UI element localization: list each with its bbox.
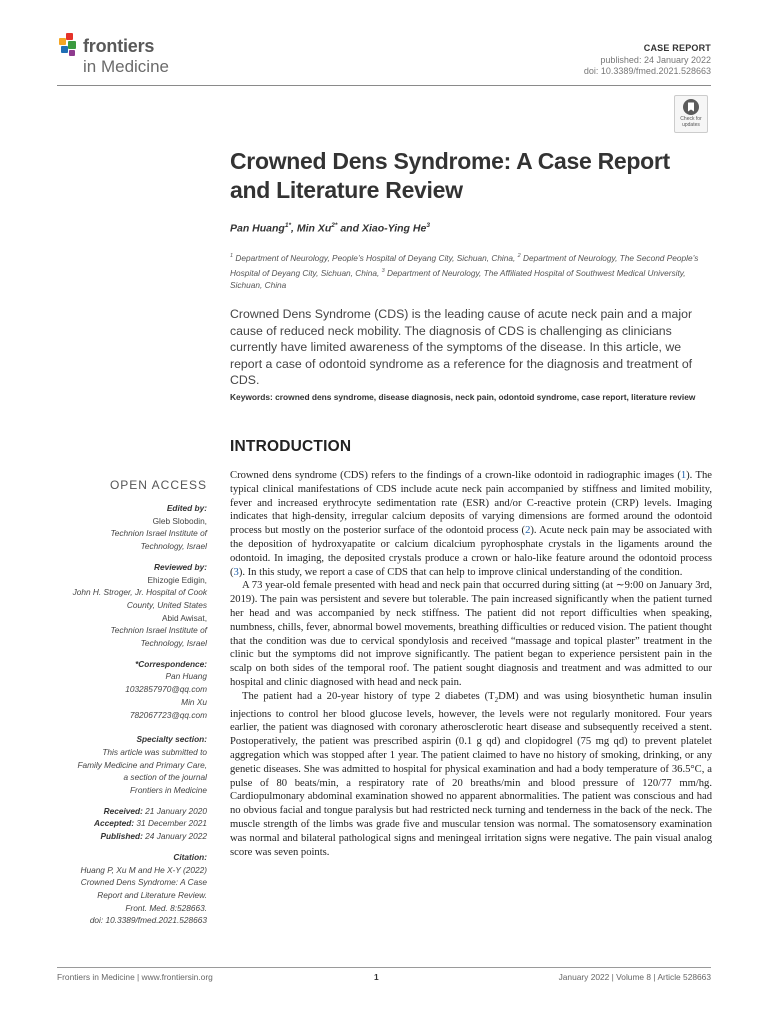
- citation-label: Citation:: [173, 851, 207, 862]
- published-date: published: 24 January 2022: [600, 54, 711, 65]
- published-date-sidebar: 24 January 2022: [142, 831, 207, 842]
- affiliation-number: 3: [381, 267, 385, 274]
- body-text-run: ). In this study, we report a case of CDS that can help to improve clinical understanding of the condition.: [238, 566, 683, 578]
- editor-affiliation: Technology, Israel: [140, 541, 207, 552]
- affiliation-text: Department of Neurology, People’s Hospital of Deyang City, Sichuan, China,: [233, 252, 518, 263]
- author-separator: and: [337, 222, 362, 235]
- author-superscript: 2*: [331, 222, 338, 229]
- correspondent-name: Pan Huang: [165, 671, 207, 682]
- body-text-run: ). The typical clinical manifestations of CDS include acute neck pain accompanied by stiffness and limited mobility, fever and increased erythrocyte sedimentation rate (ESR) and/or C-reactive protein (CRP) levels. Imaging indicates that high-density, irregular calcium deposits of varying dimensions are formed around the odontoid process but mostly on the posterior surface of the odontoid process (: [230, 470, 712, 537]
- correspondent-email[interactable]: 782067723@qq.com: [129, 709, 207, 720]
- specialty-text: Family Medicine and Primary Care,: [77, 759, 207, 770]
- citation-text: Report and Literature Review.: [97, 889, 207, 900]
- citation-text: Front. Med. 8:528663.: [125, 902, 207, 913]
- affiliation-number: 1: [230, 253, 234, 259]
- correspondent-email[interactable]: 1032857970@qq.com: [125, 684, 207, 695]
- specialty-text: Frontiers in Medicine: [129, 785, 207, 796]
- specialty-text: This article was submitted to: [102, 746, 207, 757]
- author-name[interactable]: Min Xu: [296, 222, 332, 235]
- logo-word-frontiers: frontiers: [83, 36, 155, 56]
- reference-link[interactable]: 2: [525, 525, 531, 537]
- article-sidebar: [57, 478, 207, 927]
- accepted-label: Accepted:: [94, 818, 135, 829]
- footer-issue-info: January 2022 | Volume 8 | Article 528663: [558, 972, 711, 982]
- article-body: [230, 469, 712, 859]
- specialty-text: a section of the journal: [123, 772, 207, 783]
- reviewer-affiliation: Technology, Israel: [140, 638, 207, 649]
- body-text-run: DM) and was using biosynthetic human insulin injections to control her blood glucose levels, however, the levels were not regularly monitored. Four years earlier, the patient was diagnosed with coronary atherosclerotic heart disease and subsequently received a stent. Postoperatively, the patient was prescribed aspirin (0.1 g qd) and clopidogrel (75 mg qd) to prevent platelet aggregation which was stopped after 1 year. The patient claimed to have no history of smoking, drinking, or any genetic diseases. She was admitted to hospital for physical examination and had a body temperature of 36.5°C, a pulse of 80 beats/min, a respiratory rate of 20 breaths/min and blood pressure of 120/77 mm/hg. Cardiopulmonary abdominal examination showed no apparent abnormalities. The patient was conscious and had no obvious facial and tongue paralysis but had restricted neck turning and tenderness in the back of the neck. The muscle strength of the limbs was grade five and muscular tension was normal. The somatosensory examination was normal and bilateral pathological signs and meningeal irritation signs were negative. The pain visual analog score was seven points.: [230, 690, 712, 858]
- check-updates-label: Check for updates: [680, 116, 702, 128]
- affiliation-number: 2: [517, 253, 521, 259]
- published-label: Published:: [100, 831, 143, 842]
- abstract: Crowned Dens Syndrome (CDS) is the leading cause of acute neck pain and a major cause of reduced neck mobility. The diagnosis of CDS is challenging as clinicians currently have limited awareness of the symptoms of the disease. In this article, we report a case of odontoid syndrome as a reference for the diagnosis and treatment of CDS.: [230, 307, 693, 388]
- footer-divider: [57, 967, 711, 968]
- article-meta: [451, 43, 711, 78]
- header-divider: [57, 85, 711, 86]
- affiliation-text: Department of Neurology, The Second People’s Hospital of Deyang City, Sichuan, China,: [230, 252, 699, 278]
- received-label: Received:: [103, 805, 143, 816]
- body-text-run: The patient had a 20-year history of type 2 diabetes (T: [242, 690, 495, 702]
- reviewer-name[interactable]: Abid Awisat,: [161, 612, 207, 623]
- open-access-label: OPEN ACCESS: [109, 478, 207, 492]
- keywords: Keywords: crowned dens syndrome, disease diagnosis, neck pain, odontoid syndrome, case report, literature review: [230, 392, 696, 402]
- citation-text: Crowned Dens Syndrome: A Case: [80, 877, 207, 888]
- body-paragraph: [230, 469, 712, 579]
- edited-by-label: Edited by:: [166, 503, 207, 513]
- body-paragraph: A 73 year-old female presented with head and neck pain that occurred during sitting (at ∼9:00 on January 3rd, 2019). The pain was persistent and severe but tolerable. The pain increased significantly when the patient turned her head and was accompanied by neck stiffness. The patient did not report difficulties when speaking, numbness, chills, fever, abnormal bowel movements, breathing difficulties or reduced vision. The patient thought that the condition was due to cervical spondylosis and received “massage and topical plaster” treatment in the clinic but the symptoms did not improve significantly. The patient began to experience persistent pain in the scalp on both sides of the temporal roof. The patient sought diagnosis and treatment and was admitted to our hospital and clinic diagnosed with head and neck pain.: [230, 580, 712, 688]
- citation-doi[interactable]: doi: 10.3389/fmed.2021.528663: [89, 915, 207, 926]
- journal-logo[interactable]: [57, 33, 197, 79]
- author-superscript: 1*: [284, 222, 291, 229]
- reviewer-name[interactable]: Ehizogie Edigin,: [147, 574, 207, 585]
- editor-name[interactable]: Gleb Slobodin,: [152, 515, 207, 526]
- correspondence-label: *Correspondence:: [135, 658, 207, 669]
- page-number: 1: [374, 972, 379, 982]
- author-list: [230, 222, 430, 235]
- citation-text: Huang P, Xu M and He X-Y (2022): [80, 864, 207, 875]
- article-type: CASE REPORT: [643, 43, 711, 53]
- received-date: 21 January 2020: [142, 805, 207, 816]
- body-paragraph: [230, 690, 712, 860]
- reference-link[interactable]: 1: [680, 470, 687, 481]
- specialty-section-label: Specialty section:: [136, 734, 207, 745]
- accepted-date: 31 December 2021: [134, 818, 207, 829]
- author-name[interactable]: Xiao-Ying He: [361, 222, 427, 235]
- article-title: Crowned Dens Syndrome: A Case Report and Literature Review: [230, 148, 670, 203]
- author-separator: ,: [291, 222, 297, 235]
- correspondent-name: Min Xu: [181, 696, 207, 707]
- reviewed-by-label: Reviewed by:: [153, 561, 207, 572]
- body-text-run: Crowned dens syndrome (CDS) refers to the findings of a crown-like odontoid in radiographic images (: [230, 470, 681, 481]
- affiliations: [230, 250, 712, 292]
- section-heading-introduction: INTRODUCTION: [230, 438, 352, 455]
- footer-journal-link[interactable]: Frontiers in Medicine | www.frontiersin.org: [57, 972, 213, 982]
- reference-link[interactable]: 3: [233, 566, 239, 578]
- subscript: 2: [494, 695, 499, 704]
- reviewer-affiliation: County, United States: [126, 599, 207, 610]
- body-text-run: ). Acute neck pain may be associated with the deposition of hydroxyapatite or calcium dicalcium pyrophosphate crystals in the ligaments around the odontoid. In imaging, the deposited crystals produce a crown or halo-like feature around the odontoid process (: [230, 525, 712, 578]
- author-name[interactable]: Pan Huang: [230, 222, 285, 235]
- reviewer-affiliation: John H. Stroger, Jr. Hospital of Cook: [72, 587, 207, 598]
- check-for-updates-badge[interactable]: [674, 95, 708, 133]
- affiliation-text: Department of Neurology, The Affiliated Hospital of Southwest Medical University, Sichuan, China: [230, 267, 686, 291]
- frontiers-logo-icon: [57, 33, 79, 57]
- bookmark-icon: [683, 99, 699, 115]
- logo-word-in-medicine: in Medicine: [83, 57, 169, 76]
- editor-affiliation: Technion Israel Institute of: [110, 528, 207, 539]
- author-superscript: 3: [426, 222, 430, 229]
- reviewer-affiliation: Technion Israel Institute of: [110, 625, 207, 636]
- article-doi[interactable]: doi: 10.3389/fmed.2021.528663: [583, 66, 711, 76]
